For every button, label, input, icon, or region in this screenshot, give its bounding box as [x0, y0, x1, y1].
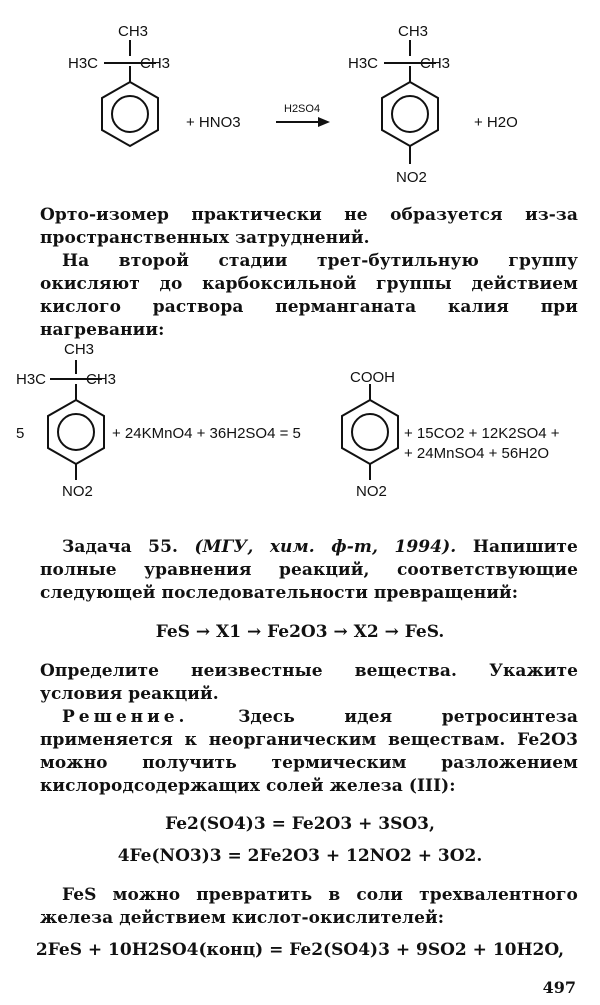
- r2-cooh: COOH: [350, 369, 395, 386]
- solution-text: Здесь идея ретросинтеза применяется к неорганическим веществам. Fe2O3 можно получить термическим разложением кислородсодержащих солей железа (III):: [40, 707, 578, 796]
- r1-ch3-top: CH3: [118, 23, 149, 40]
- r2-h3c-left: H3C: [16, 371, 47, 388]
- r2-ch3-top: CH3: [64, 341, 95, 358]
- r1-product-h3c-left: H3C: [348, 55, 379, 72]
- equation-fe2so43: Fe2(SO4)3 = Fe2O3 + 3SO3,: [165, 814, 435, 834]
- r1-no2: NO2: [396, 169, 427, 186]
- equation-feno33: 4Fe(NO3)3 = 2Fe2O3 + 12NO2 + 3O2.: [117, 846, 483, 866]
- r2-no2-right: NO2: [356, 483, 387, 500]
- nitration-scheme-drawing: [0, 0, 600, 200]
- task-title: Задача 55.: [62, 537, 179, 557]
- equation-fes-h2so4: 2FeS + 10H2SO4(конц) = Fe2(SO4)3 + 9SO2 + 10H2O,: [35, 940, 565, 960]
- r1-h3c-left: H3C: [68, 55, 99, 72]
- nitration-reaction-scheme: [0, 0, 600, 200]
- r1-catalyst: H2SO4: [284, 103, 321, 115]
- task-question: Определите неизвестные вещества. Укажите условия реакций.: [40, 661, 578, 704]
- para-second-stage: На второй стадии трет-бутильную группу окисляют до карбоксильной группы действием кислого раствора перманганата калия при нагревании:: [40, 251, 578, 340]
- r2-products-line1: + 15CO2 + 12K2SO4 +: [404, 425, 560, 442]
- r1-ch3-right: CH3: [140, 55, 171, 72]
- r2-products-line2: + 24MnSO4 + 56H2O: [404, 445, 550, 462]
- para-fes-conversion: FeS можно превратить в соли трехвалентного железа действием кислот-окислителей:: [40, 885, 578, 928]
- solution-paragraph: [40, 706, 578, 798]
- task-scheme: FeS → X1 → Fe2O3 → X2 → FeS.: [155, 622, 445, 642]
- r2-no2-left: NO2: [62, 483, 93, 500]
- r1-product-ch3-right: CH3: [420, 55, 451, 72]
- oxidation-reaction-scheme: [0, 330, 600, 510]
- r1-product-ch3-top: CH3: [398, 23, 429, 40]
- r1-plus-h2o: + H2O: [474, 114, 518, 131]
- r2-coef-left: 5: [16, 425, 25, 442]
- r2-reagents: + 24KMnO4 + 36H2SO4 = 5: [112, 425, 301, 442]
- r2-ch3-right: CH3: [86, 371, 117, 388]
- solution-label: Решение.: [62, 707, 189, 727]
- para-ortho-isomer: Орто-изомер практически не образуется из-за пространственных затруднений.: [40, 205, 578, 248]
- r1-plus-hno3: + HNO3: [186, 114, 241, 131]
- task-55-statement: [40, 536, 578, 605]
- page-number: 497: [542, 978, 576, 997]
- oxidation-scheme-drawing: [0, 330, 600, 510]
- task-source: (МГУ, хим. ф-т, 1994).: [194, 537, 457, 557]
- task-text: Напишите полные уравнения реакций, соответствующие следующей последовательности превращений:: [40, 537, 578, 603]
